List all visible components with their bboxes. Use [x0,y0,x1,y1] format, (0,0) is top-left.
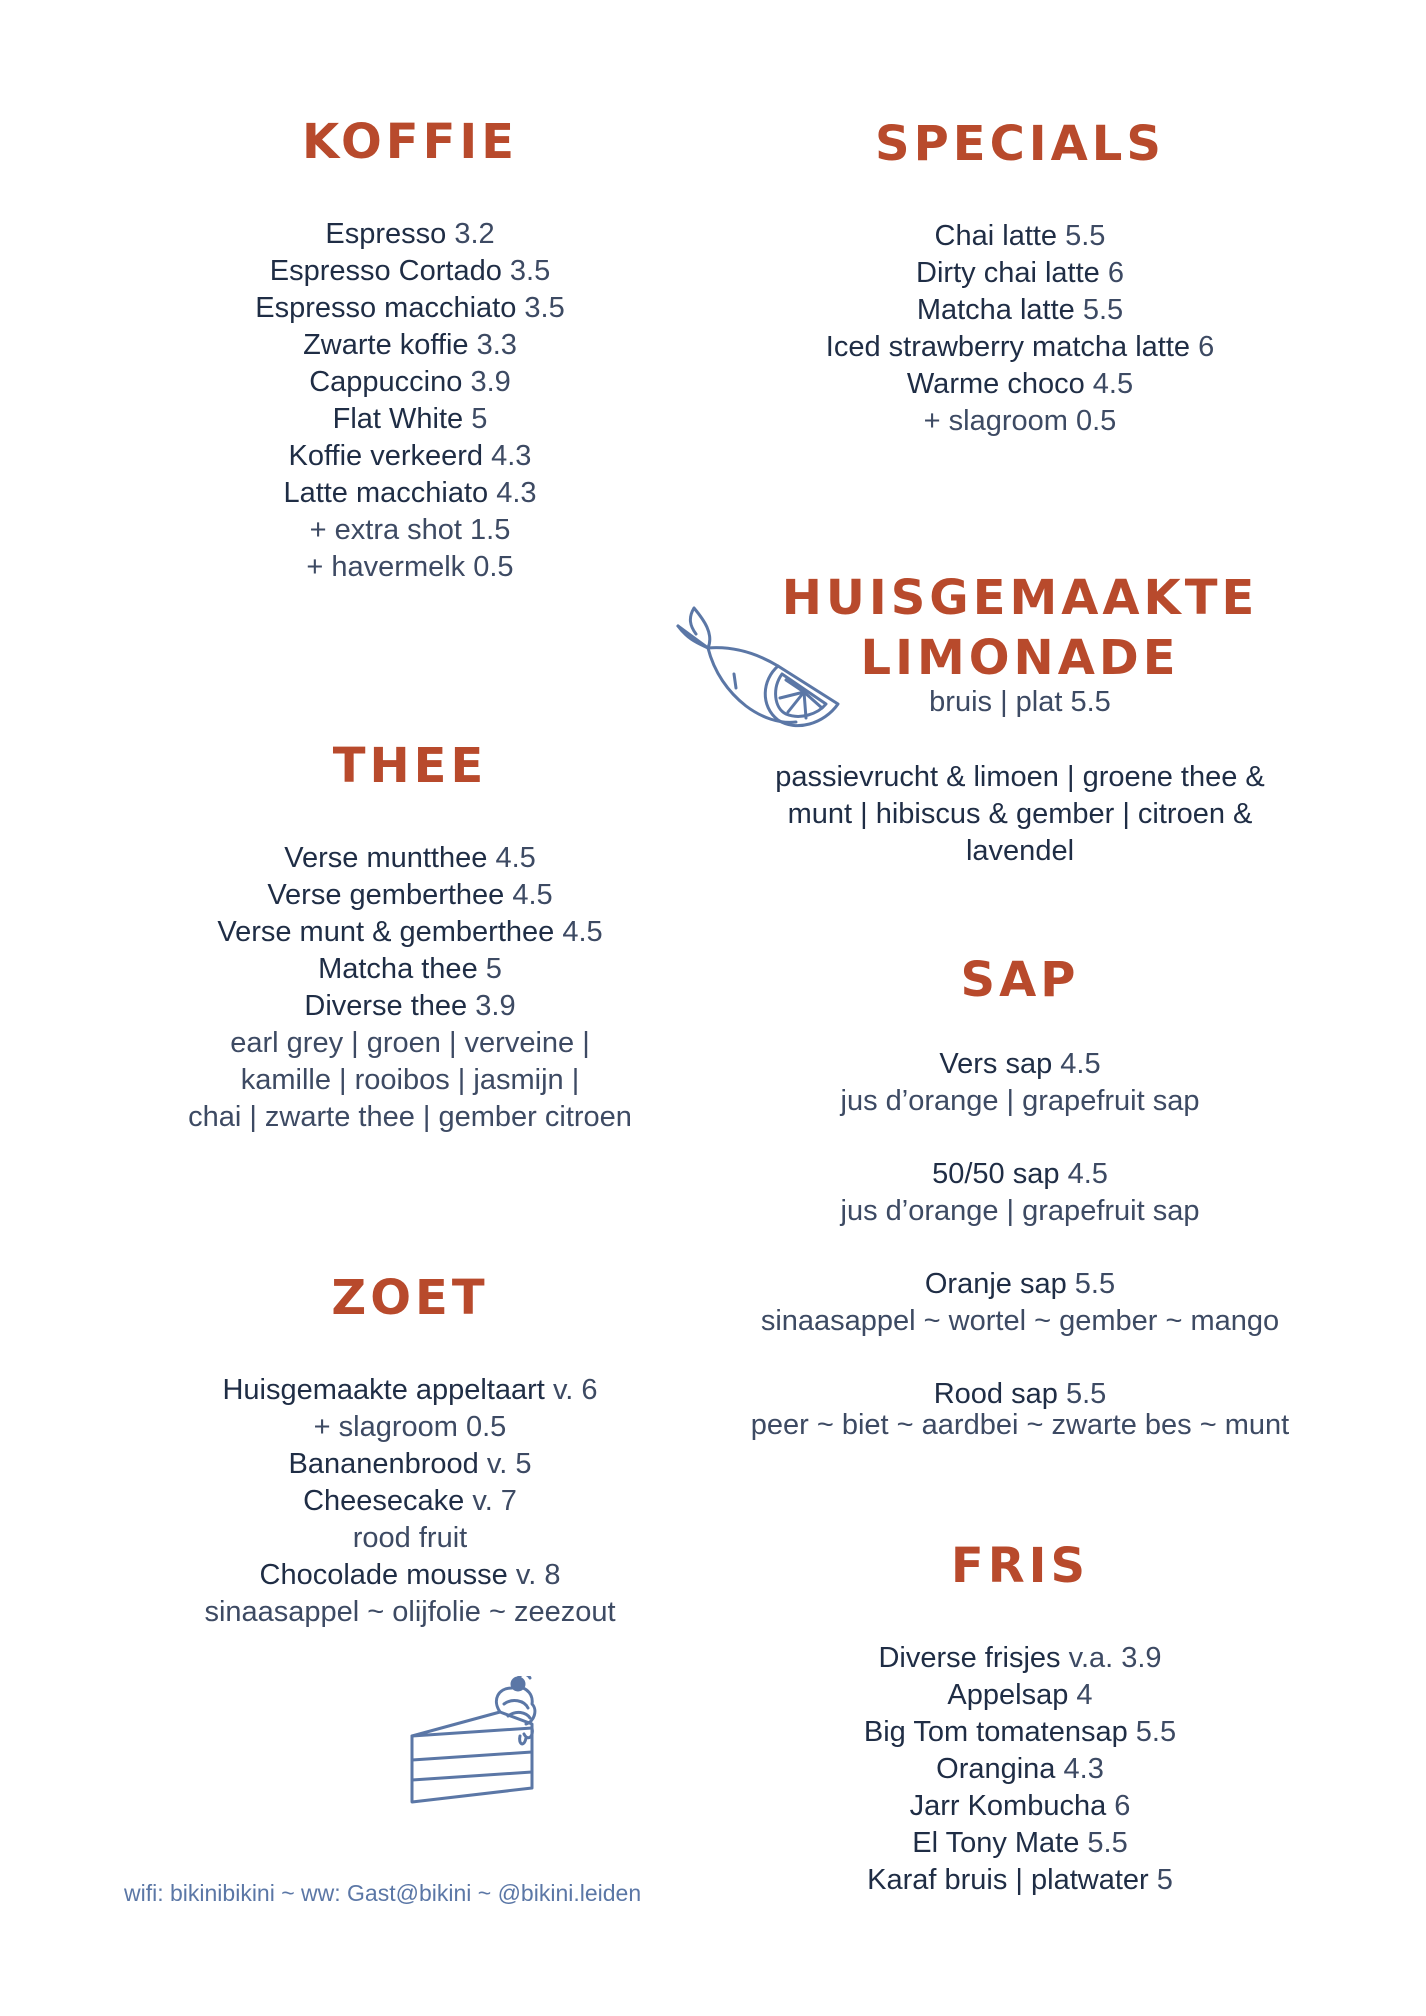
item-name: Verse gemberthee [267,879,505,911]
menu-item [730,1714,1310,1751]
menu-item [730,292,1310,329]
item-price: 4.5 [495,842,536,874]
limonade-heading-line1: HUISGEMAAKTE [781,570,1259,626]
item-name: Diverse frisjes [878,1642,1061,1674]
limonade-heading-line2: LIMONADE [860,630,1180,686]
item-name: Orangina [936,1753,1056,1785]
item-price: 4.5 [1092,368,1134,400]
item-price: 4.3 [491,440,532,472]
menu-item [730,1862,1310,1899]
item-description: jus d’orange | grapefruit sap [840,1085,1200,1117]
item-name: Zwarte koffie [303,329,469,361]
item-name: 50/50 sap [932,1158,1060,1190]
item-price: 5 [471,403,488,435]
koffie-section [110,112,710,586]
item-name: Verse muntthee [284,842,488,874]
item-price: 5 [1156,1864,1173,1896]
item-price: 3.3 [476,329,517,361]
menu-item [110,988,710,1025]
menu-item [730,1266,1310,1303]
menu-item [110,1372,710,1409]
item-price: v. 5 [486,1448,532,1480]
sap-heading: SAP [960,952,1080,1008]
limonade-flavours: passievrucht & limoen | groene thee & munt | hibiscus & gember | citroen & lavendel [775,761,1265,867]
item-name: Espresso Cortado [269,255,502,287]
sap-section [730,950,1310,1441]
item-name: El Tony Mate [912,1827,1080,1859]
item-price: 5.5 [1087,1827,1128,1859]
extra-option: + havermelk 0.5 [306,551,514,583]
item-name: Koffie verkeerd [288,440,484,472]
item-name: Iced strawberry matcha latte [825,331,1191,363]
item-name: Big Tom tomatensap [863,1716,1128,1748]
item-price: 5.5 [1065,220,1106,252]
menu-item [730,1376,1310,1413]
item-price: 3.9 [470,366,511,398]
menu-item [110,364,710,401]
menu-item [110,951,710,988]
menu-item [730,329,1310,366]
extra-option: + slagroom 0.5 [313,1411,507,1443]
item-name: Espresso macchiato [255,292,517,324]
item-name: Oranje sap [924,1268,1067,1300]
item-name: Vers sap [939,1048,1053,1080]
fris-list [730,1640,1310,1899]
item-price: 6 [1107,257,1124,289]
item-name: Bananenbrood [288,1448,479,1480]
item-price: 4 [1076,1679,1093,1711]
item-price: 5.5 [1135,1716,1177,1748]
menu-item [730,255,1310,292]
menu-item [110,290,710,327]
item-price: v.a. 3.9 [1068,1642,1162,1674]
item-price: v. 8 [515,1559,561,1591]
item-name: Flat White [332,403,464,435]
item-name: Verse munt & gemberthee [217,916,555,948]
extra-option: + extra shot 1.5 [309,514,511,546]
menu-item [730,366,1310,403]
item-price: 5.5 [1082,294,1124,326]
sap-list [730,1046,1310,1441]
limonade-section [770,568,1270,688]
extra-option: + slagroom 0.5 [923,405,1117,437]
menu-item [110,840,710,877]
zoet-section [110,1268,710,1631]
menu-item [730,1046,1310,1083]
koffie-list [110,216,710,586]
thee-list [110,840,710,1136]
menu-item [730,1156,1310,1193]
specials-list [730,218,1310,440]
menu-item [730,1825,1310,1862]
menu-item [110,1557,710,1594]
item-price: 5 [485,953,502,985]
item-price: 4.5 [562,916,603,948]
item-name: Cheesecake [303,1485,465,1517]
tea-varieties-line: kamille | rooibos | jasmijn | [240,1064,580,1096]
menu-item [110,438,710,475]
menu-item [730,218,1310,255]
thee-heading: THEE [332,738,488,794]
limonade-subtitle: bruis | plat 5.5 [929,686,1111,718]
specials-section [730,114,1310,440]
item-name: Chai latte [934,220,1058,252]
item-price: 4.3 [496,477,537,509]
item-price: 4.5 [512,879,553,911]
menu-item [110,253,710,290]
cake-icon [400,1676,550,1816]
item-description: rood fruit [352,1522,468,1554]
item-description: sinaasappel ~ wortel ~ gember ~ mango [760,1305,1280,1337]
koffie-heading: KOFFIE [301,114,519,170]
item-price: 6 [1114,1790,1131,1822]
item-price: 6 [1198,331,1215,363]
item-name: Cappuccino [309,366,463,398]
item-name: Matcha thee [318,953,478,985]
item-name: Jarr Kombucha [909,1790,1107,1822]
thee-section [110,736,710,1136]
item-price: 4.5 [1060,1048,1101,1080]
item-price: 3.2 [454,218,495,250]
footer-info: wifi: bikinibikini ~ ww: Gast@bikini ~ @bikini.leiden [124,1880,642,1906]
menu-item [110,914,710,951]
item-name: Rood sap [933,1378,1058,1410]
item-name: Chocolade mousse [259,1559,508,1591]
item-name: Espresso [325,218,447,250]
tea-varieties-line: chai | zwarte thee | gember citroen [188,1101,632,1133]
item-price: 3.9 [475,990,516,1022]
item-price: v. 6 [552,1374,598,1406]
fris-section [730,1536,1310,1899]
item-price: 3.5 [524,292,565,324]
item-description: jus d’orange | grapefruit sap [840,1195,1200,1227]
menu-item [730,1788,1310,1825]
item-name: Warme choco [906,368,1085,400]
menu-item [110,401,710,438]
specials-heading: SPECIALS [875,116,1165,172]
item-name: Diverse thee [304,990,468,1022]
item-price: 5.5 [1074,1268,1116,1300]
menu-item [730,1640,1310,1677]
item-name: Karaf bruis | platwater [867,1864,1149,1896]
menu-item [110,1483,710,1520]
menu-item [110,475,710,512]
item-description: peer ~ biet ~ aardbei ~ zwarte bes ~ munt [750,1409,1290,1441]
item-name: Latte macchiato [283,477,489,509]
item-name: Huisgemaakte appeltaart [222,1374,545,1406]
item-name: Appelsap [947,1679,1069,1711]
menu-item [730,1677,1310,1714]
item-price: v. 7 [472,1485,517,1517]
item-price: 4.3 [1063,1753,1104,1785]
menu-item [110,1446,710,1483]
menu-item [110,877,710,914]
limonade-details [730,684,1310,870]
zoet-heading: ZOET [331,1270,489,1326]
item-price: 5.5 [1065,1378,1107,1410]
item-price: 3.5 [509,255,551,287]
zoet-list [110,1372,710,1631]
menu-item [730,1751,1310,1788]
item-price: 4.5 [1067,1158,1108,1190]
item-name: Matcha latte [916,294,1075,326]
item-name: Dirty chai latte [916,257,1100,289]
item-description: sinaasappel ~ olijfolie ~ zeezout [204,1596,616,1628]
menu-item [110,327,710,364]
menu-item [110,216,710,253]
tea-varieties-line: earl grey | groen | verveine | [230,1027,590,1059]
fris-heading: FRIS [950,1538,1090,1594]
